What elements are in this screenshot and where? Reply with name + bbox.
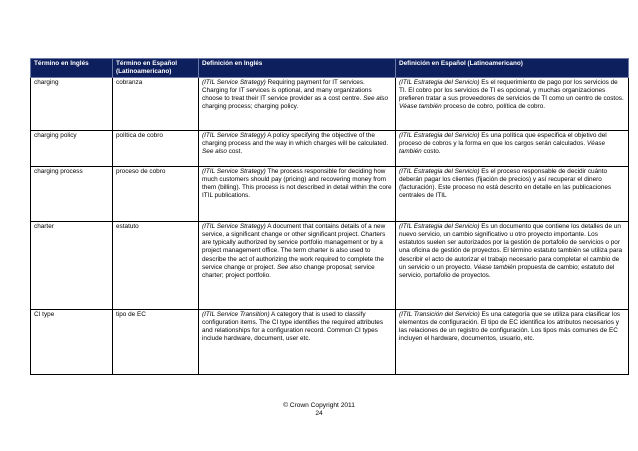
glossary-header-row bbox=[31, 59, 629, 78]
see-also-label: See also bbox=[363, 95, 389, 103]
table-row bbox=[31, 78, 629, 131]
term-es-cell: tipo de EC bbox=[113, 310, 199, 375]
header-term-en: Término en Inglés bbox=[31, 59, 113, 78]
header-def-en: Definición en Inglés bbox=[199, 59, 396, 78]
definition-text: A policy specifying the objective of the charging process and the way in which charges will be calculated. bbox=[202, 132, 389, 148]
term-es-cell: estatuto bbox=[113, 222, 199, 310]
definition-en-cell bbox=[199, 167, 396, 222]
table-row bbox=[31, 131, 629, 167]
term-en-cell: charging policy bbox=[31, 131, 113, 167]
definition-es-cell bbox=[396, 78, 629, 131]
definition-tail: propuesta de cambio; estatuto del servicio, portafolio de proyectos. bbox=[399, 263, 615, 279]
definition-text: Es una política que especifica el objetivo del proceso de cobros y la forma en que los cargos serán calculados. bbox=[399, 132, 607, 148]
see-also-label: Véase también bbox=[473, 263, 517, 271]
definition-text: Es una categoría que se utiliza para clasificar los elementos de configuración. El tipo de EC identifica los atributos necesarios y las relaciones de un registro de configuración. Los tipos más comunes de EC incluyen el hardware, documentos, usuario, etc. bbox=[399, 311, 621, 343]
table-row bbox=[31, 167, 629, 222]
term-es-cell: política de cobro bbox=[113, 131, 199, 167]
definition-text: The process responsible for deciding how much customers should pay (pricing) and recovering money from them (billing). This process is not described in detail within the core ITIL publications. bbox=[202, 168, 392, 200]
definition-tag: (ITIL Service Strategy) bbox=[202, 168, 266, 176]
definition-text: Requiring payment for IT services. Charging for IT services is optional, and many organizations choose to treat their IT service provider as a cost centre. bbox=[202, 79, 372, 103]
definition-text: Es un documento que contiene los detalles de un nuevo servicio, un cambio significativo u otro proyecto importante. Los estatutos suelen ser autorizados por la gestión de portafolio de servicios o por una oficina de gestión de proyectos. El término estatuto también se utiliza para describir el acto de autorizar el trabajo necesario para completar el cambio de un servicio o un proyecto. bbox=[399, 223, 623, 271]
term-en-cell: charging bbox=[31, 78, 113, 131]
definition-tail: proceso de cobro, política de cobro. bbox=[441, 103, 546, 111]
definition-tag: (ITIL Estrategia del Servicio) bbox=[399, 132, 480, 140]
glossary-table bbox=[30, 58, 629, 375]
definition-es-cell bbox=[396, 131, 629, 167]
definition-text: Es el proceso responsable de decidir cuánto deberán pagar los clientes (fijación de precios) y así recuperar el dinero (facturación). Este proceso no está descrito en detalle en las publicaciones centrales de ITIL bbox=[399, 168, 612, 200]
see-also-label: Véase también bbox=[399, 140, 606, 156]
definition-tag: (ITIL Transición del Servicio) bbox=[399, 311, 480, 319]
see-also-label: See also bbox=[276, 263, 302, 271]
definition-en-cell bbox=[199, 222, 396, 310]
term-en-cell: CI type bbox=[31, 310, 113, 375]
definition-text: A category that is used to classify configuration items. The CI type identifies the required attributes and relationships for a configuration record. Common CI types include hardware, document, user etc. bbox=[202, 311, 384, 343]
see-also-label: Véase también bbox=[399, 103, 442, 111]
term-es-cell: proceso de cobro bbox=[113, 167, 199, 222]
copyright-notice: © Crown Copyright 2011 bbox=[283, 402, 355, 409]
definition-text: Es el requerimiento de pago por los servicios de TI. El cobro por los servicios de TI es opcional, y muchas organizaciones prefieren tratar a sus proveedores de servicios de TI como un centro de costos. bbox=[399, 79, 624, 103]
definition-en-cell bbox=[199, 78, 396, 131]
header-def-es: Definición en Español (Latinoamericano) bbox=[396, 59, 629, 78]
page-number: 24 bbox=[315, 410, 323, 417]
definition-tag: (ITIL Service Transition) bbox=[202, 311, 270, 319]
definition-tail: charging process; charging policy. bbox=[202, 103, 299, 111]
definition-es-cell bbox=[396, 167, 629, 222]
definition-en-cell bbox=[199, 310, 396, 375]
term-es-cell: cobranza bbox=[113, 78, 199, 131]
definition-text: A document that contains details of a new service, a significant change or other significant project. Charters are typically authorized by service portfolio management or by a project management office. The term charter is also used to describe the act of authorizing the work required to complete the service change or project. bbox=[202, 223, 386, 271]
see-also-label: See also bbox=[202, 148, 227, 156]
header-term-es: Término en Español (Latinoamericano) bbox=[113, 59, 199, 78]
definition-tail: cost. bbox=[226, 148, 243, 156]
table-row bbox=[31, 222, 629, 310]
definition-tag: (ITIL Service Strategy) bbox=[202, 223, 266, 231]
definition-es-cell bbox=[396, 222, 629, 310]
table-row bbox=[31, 310, 629, 375]
definition-tag: (ITIL Estrategia del Servicio) bbox=[399, 223, 480, 231]
term-en-cell: charter bbox=[31, 222, 113, 310]
definition-tag: (ITIL Estrategia del Servicio) bbox=[399, 79, 480, 87]
definition-tag: (ITIL Service Strategy) bbox=[202, 132, 266, 140]
definition-tail: costo. bbox=[421, 148, 441, 156]
definition-en-cell bbox=[199, 131, 396, 167]
definition-es-cell bbox=[396, 310, 629, 375]
term-en-cell: charging process bbox=[31, 167, 113, 222]
definition-tail: change proposal; service charter; project portfolio. bbox=[202, 263, 375, 279]
definition-tag: (ITIL Estrategia del Servicio) bbox=[399, 168, 480, 176]
definition-tag: (ITIL Service Strategy) bbox=[202, 79, 266, 87]
